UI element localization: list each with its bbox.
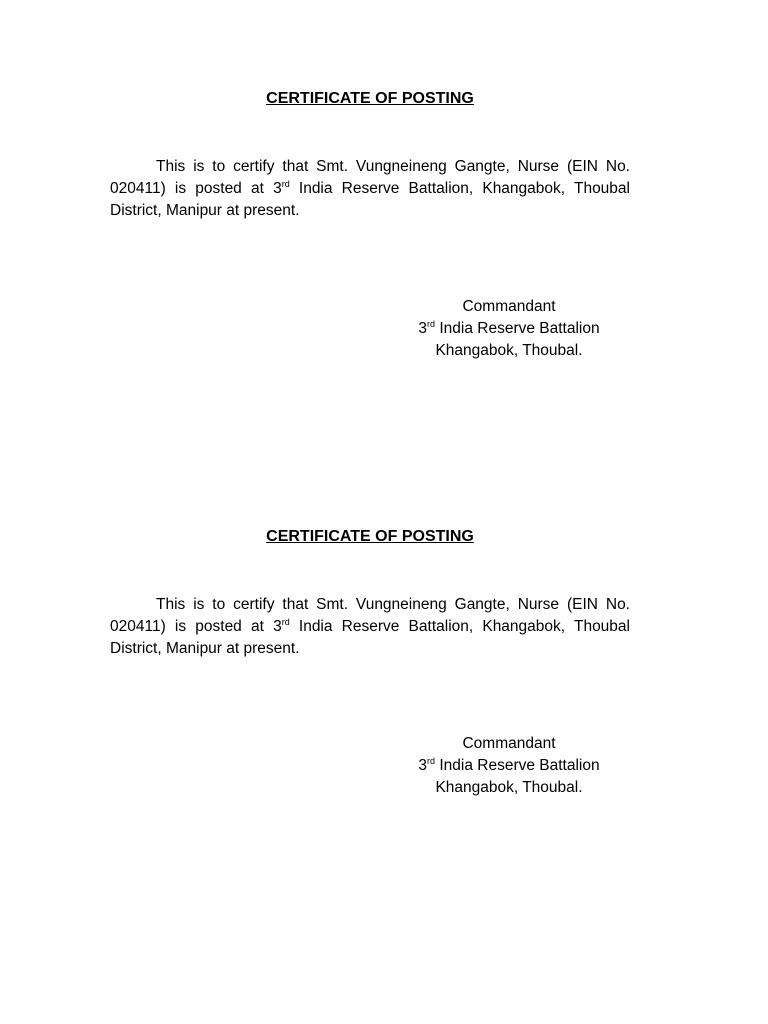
body-line: This is to certify that Smt. Vungneineng Gangte, Nurse (EIN No. xyxy=(156,158,630,175)
body-text: 020411) is posted at 3 xyxy=(110,180,282,197)
body-line: District, Manipur at present. xyxy=(110,640,300,657)
signatory-place: Khangabok, Thoubal. xyxy=(435,779,583,796)
ordinal-superscript: rd xyxy=(281,616,290,627)
signature-block xyxy=(390,296,628,362)
signatory-place: Khangabok, Thoubal. xyxy=(435,342,583,359)
certificate-title: CERTIFICATE OF POSTING xyxy=(266,90,474,107)
signatory-unit xyxy=(390,318,628,340)
signatory-unit xyxy=(390,755,628,777)
signatory-designation: Commandant xyxy=(462,735,556,752)
body-line xyxy=(110,616,630,638)
body-line: District, Manipur at present. xyxy=(110,202,300,219)
signatory-designation: Commandant xyxy=(462,298,556,315)
body-text: 020411) is posted at 3 xyxy=(110,618,282,635)
ordinal-superscript: rd xyxy=(427,755,436,766)
ordinal-superscript: rd xyxy=(281,178,290,189)
unit-number: 3 xyxy=(418,757,428,774)
certificate-title: CERTIFICATE OF POSTING xyxy=(266,528,474,545)
unit-number: 3 xyxy=(418,320,428,337)
unit-name: India Reserve Battalion xyxy=(435,757,600,774)
ordinal-superscript: rd xyxy=(427,318,436,329)
certificate-body xyxy=(110,156,630,222)
body-line: This is to certify that Smt. Vungneineng Gangte, Nurse (EIN No. xyxy=(156,596,630,613)
body-text: India Reserve Battalion, Khangabok, Thoubal xyxy=(289,618,630,635)
unit-name: India Reserve Battalion xyxy=(435,320,600,337)
certificate-body xyxy=(110,594,630,660)
signature-block xyxy=(390,733,628,799)
body-line xyxy=(110,178,630,200)
body-text: India Reserve Battalion, Khangabok, Thoubal xyxy=(289,180,630,197)
